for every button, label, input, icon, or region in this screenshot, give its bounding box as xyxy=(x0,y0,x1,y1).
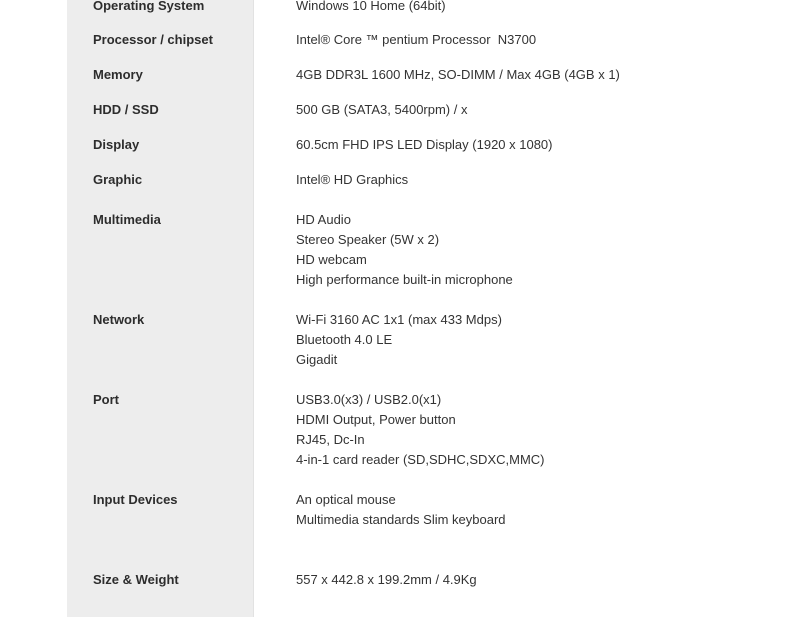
spec-values xyxy=(296,210,736,290)
spec-label: HDD / SSD xyxy=(93,102,159,117)
spec-values xyxy=(296,490,736,530)
spec-values xyxy=(296,310,736,370)
spec-label: Graphic xyxy=(93,172,143,187)
spec-value: Multimedia standards Slim keyboard xyxy=(296,512,506,527)
spec-value: Bluetooth 4.0 LE xyxy=(296,332,393,347)
spec-value: Wi-Fi 3160 AC 1x1 (max 433 Mdps) xyxy=(296,312,502,327)
spec-label: Size & Weight xyxy=(93,572,179,587)
spec-value: Intel® Core ™ pentium Processor N3700 xyxy=(296,32,537,47)
spec-value: Gigadit xyxy=(296,352,338,367)
spec-values xyxy=(296,135,736,155)
spec-sidebar-panel xyxy=(67,0,254,617)
spec-value: An optical mouse xyxy=(296,492,396,507)
spec-values xyxy=(296,0,736,16)
spec-value: RJ45, Dc-In xyxy=(296,432,365,447)
spec-value: 60.5cm FHD IPS LED Display (1920 x 1080) xyxy=(296,137,553,152)
spec-label: Network xyxy=(93,312,145,327)
spec-value: 4-in-1 card reader (SD,SDHC,SDXC,MMC) xyxy=(296,452,545,467)
spec-value: High performance built-in microphone xyxy=(296,272,513,287)
spec-value: Intel® HD Graphics xyxy=(296,172,409,187)
spec-label: Multimedia xyxy=(93,212,161,227)
spec-value: Windows 10 Home (64bit) xyxy=(296,0,446,13)
spec-label: Processor / chipset xyxy=(93,32,213,47)
spec-value: HD webcam xyxy=(296,252,367,267)
spec-value: USB3.0(x3) / USB2.0(x1) xyxy=(296,392,442,407)
spec-values xyxy=(296,30,736,50)
spec-values xyxy=(296,390,736,470)
spec-value: HDMI Output, Power button xyxy=(296,412,456,427)
spec-value: Stereo Speaker (5W x 2) xyxy=(296,232,440,247)
spec-label: Operating System xyxy=(93,0,205,13)
spec-value: 557 x 442.8 x 199.2mm / 4.9Kg xyxy=(296,572,477,587)
spec-label: Display xyxy=(93,137,140,152)
spec-value: 4GB DDR3L 1600 MHz, SO-DIMM / Max 4GB (4GB x 1) xyxy=(296,67,620,82)
spec-values xyxy=(296,65,736,85)
spec-label: Memory xyxy=(93,67,143,82)
spec-values xyxy=(296,100,736,120)
spec-value: HD Audio xyxy=(296,212,351,227)
spec-label: Input Devices xyxy=(93,492,178,507)
spec-value: 500 GB (SATA3, 5400rpm) / x xyxy=(296,102,468,117)
spec-values xyxy=(296,570,736,590)
spec-values xyxy=(296,170,736,190)
spec-label: Port xyxy=(93,392,119,407)
